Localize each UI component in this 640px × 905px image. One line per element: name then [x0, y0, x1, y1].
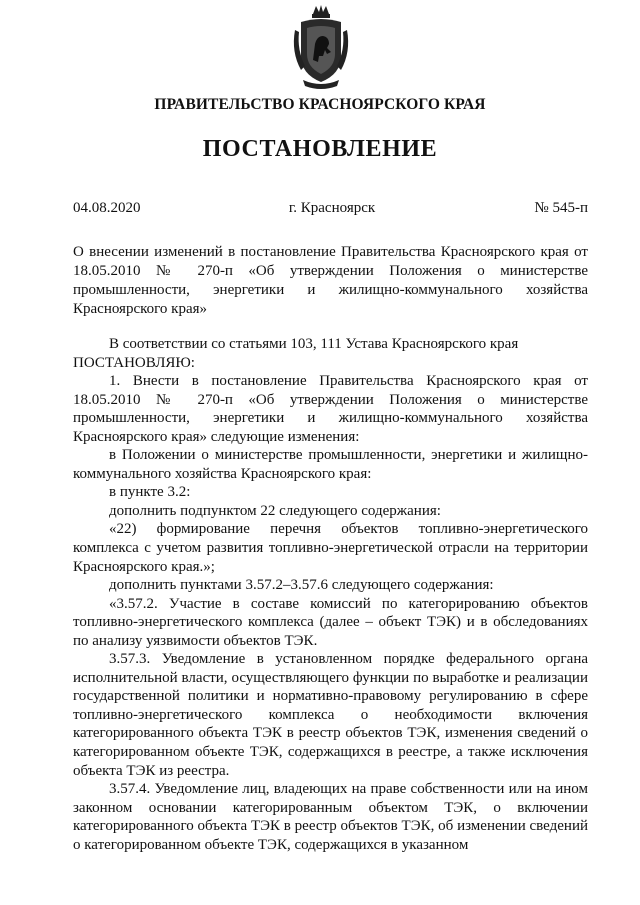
paragraph-3-57-3: 3.57.3. Уведомление в установленном порядке федерального органа исполнительной власти, осуществляющего функции по выработке и реализации государственной политики и нормативно-правовому регулированию в сфере топливно-энергетического комплекса о необходимости включения категорированного объекта ТЭК в реестр объектов ТЭК, изменения сведений о категорированном объекте ТЭК, содержащихся в реестре, а также исключения объекта ТЭК из реестра.	[73, 651, 588, 779]
paragraph-regulation: в Положении о министерстве промышленности, энергетики и жилищно-коммунального хозяйства Красноярского края:	[73, 447, 588, 482]
coat-of-arms-emblem	[289, 4, 353, 90]
paragraph-3-57-4: 3.57.4. Уведомление лиц, владеющих на праве собственности или на ином законном основании категорированным объектом ТЭК, о включении категорированного объекта ТЭК в реестр объектов ТЭК, об изменении сведений о категорированном объекте ТЭК, содержащихся в указанном	[73, 781, 588, 853]
paragraph-basis: В соответствии со статьями 103, 111 Устава Красноярского края	[109, 336, 519, 352]
document-body	[73, 335, 588, 854]
document-number: № 545-п	[534, 200, 588, 216]
paragraph-clause-3-2: в пункте 3.2:	[109, 484, 191, 501]
paragraph-item-1: 1. Внести в постановление Правительства Красноярского края от 18.05.2010 № 270-п «Об утверждении Положения о министерстве промышленности, энергетики и жилищно-коммунального хозяйства Красноярского края» следующие изменения:	[73, 373, 588, 445]
document-date: 04.08.2020	[73, 200, 141, 216]
paragraph-subclause-22: «22) формирование перечня объектов топливно-энергетического комплекса с учетом развития топливно-энергетической отрасли на территории Красноярского края.»;	[73, 521, 588, 575]
paragraph-3-57-2: «3.57.2. Участие в составе комиссий по категорированию объектов топливно-энергетического комплекса (далее – объект ТЭК) и в обследованиях по анализу уязвимости объектов ТЭК.	[73, 595, 588, 649]
paragraph-resolve: ПОСТАНОВЛЯЮ:	[73, 354, 195, 371]
document-city: г. Красноярск	[288, 200, 376, 216]
paragraph-add-subclause: дополнить подпунктом 22 следующего содержания:	[109, 502, 441, 519]
government-name: ПРАВИТЕЛЬСТВО КРАСНОЯРСКОГО КРАЯ	[154, 96, 486, 113]
document-type-title: ПОСТАНОВЛЕНИЕ	[202, 136, 438, 162]
document-subject: О внесении изменений в постановление Правительства Красноярского края от 18.05.2010 № 270-п «Об утверждении Положения о министерстве промышленности, энергетики и жилищно-коммунального хозяйства Красноярского края»	[73, 244, 588, 317]
paragraph-add-clauses: дополнить пунктами 3.57.2–3.57.6 следующего содержания:	[109, 577, 494, 594]
